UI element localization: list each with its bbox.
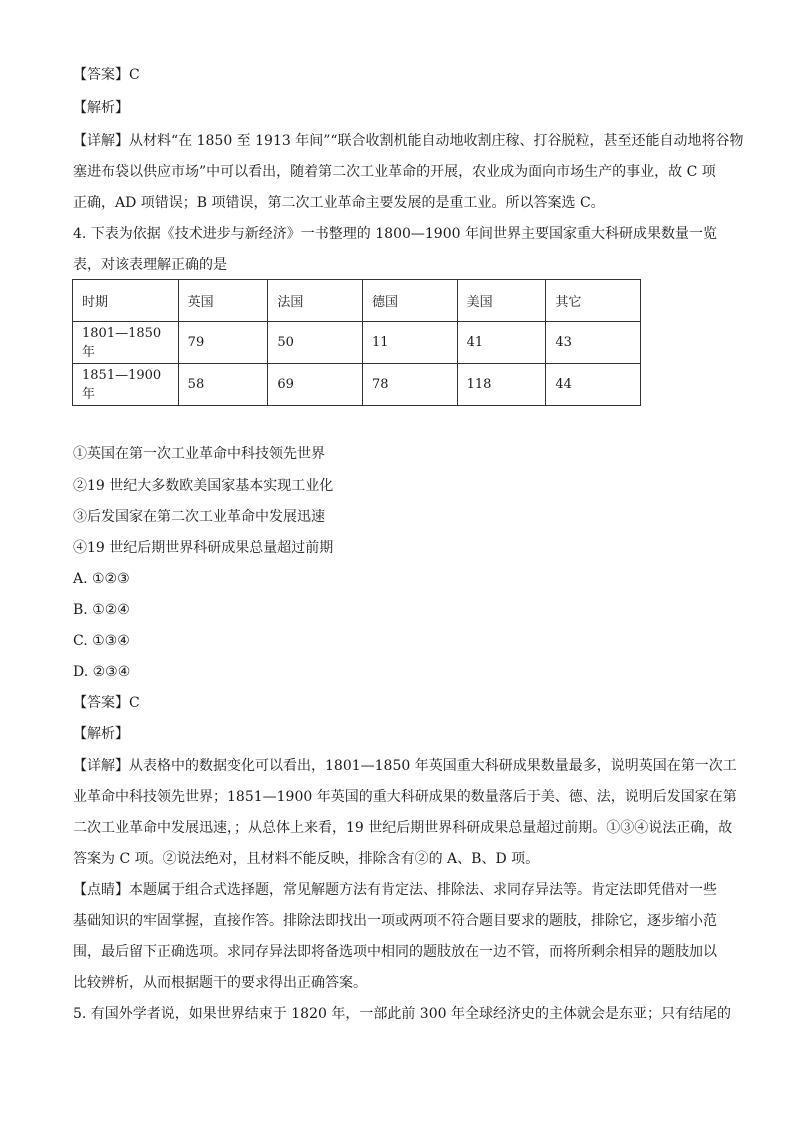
q4-statement: ③后发国家在第二次工业革命中发展迅速	[73, 509, 325, 525]
q3-detail-line: 塞进布袋以供应市场”中可以看出，随着第二次工业革命的开展，农业成为面向市场生产的事业，故 C 项	[73, 164, 716, 180]
q4-option-d: D. ②③④	[73, 664, 131, 680]
table-cell: 79	[178, 322, 268, 364]
q4-statement: ④19 世纪后期世界科研成果总量超过前期	[73, 540, 334, 556]
table-cell: 43	[546, 322, 641, 364]
q4-option-a: A. ①②③	[73, 571, 130, 587]
q3-detail-line: 正确，AD 项错误；B 项错误，第二次工业革命主要发展的是重工业。所以答案选 C。	[73, 195, 605, 211]
q4-tip-line: 比较辨析，从而根据题干的要求得出正确答案。	[73, 975, 367, 991]
q4-detail-line: 二次工业革命中发展迅速，；从总体上来看，19 世纪后期世界科研成果总量超过前期。①③④说法正确，故	[73, 820, 733, 836]
table-cell: 44	[546, 364, 641, 406]
table-cell: 50	[268, 322, 363, 364]
q3-analysis-label: 【解析】	[73, 100, 129, 116]
table-header-cell: 法国	[268, 280, 363, 322]
table-cell: 1851—1900 年	[73, 364, 179, 406]
q4-detail-line: 业革命中科技领先世界；1851—1900 年英国的重大科研成果的数量落后于美、德、法，说明后发国家在第	[73, 789, 737, 805]
table-cell: 11	[362, 322, 457, 364]
table-cell: 41	[457, 322, 546, 364]
table-header-cell: 英国	[178, 280, 268, 322]
q5-stem-line: 5. 有国外学者说，如果世界结束于 1820 年，一部此前 300 年全球经济史的主体就会是东亚；只有结尾的	[73, 1006, 731, 1022]
research-output-table	[72, 279, 641, 406]
table-cell: 58	[178, 364, 268, 406]
q4-option-c: C. ①③④	[73, 633, 130, 649]
q4-stem-line: 表，对该表理解正确的是	[73, 257, 227, 273]
q4-statement: ①英国在第一次工业革命中科技领先世界	[73, 446, 325, 462]
table-cell: 1801—1850 年	[73, 322, 179, 364]
q4-analysis-label: 【解析】	[73, 726, 129, 742]
table-header-cell: 时期	[73, 280, 179, 322]
table-row	[73, 322, 641, 364]
table-header-row	[73, 280, 641, 322]
table-header-cell: 其它	[546, 280, 641, 322]
q4-tip-line: 【点睛】本题属于组合式选择题，常见解题方法有肯定法、排除法、求同存异法等。肯定法即凭借对一些	[73, 882, 717, 898]
q4-statement: ②19 世纪大多数欧美国家基本实现工业化	[73, 478, 334, 494]
q4-answer: 【答案】C	[73, 695, 140, 711]
q4-option-b: B. ①②④	[73, 602, 130, 618]
table-cell: 118	[457, 364, 546, 406]
table-header-cell: 美国	[457, 280, 546, 322]
q4-detail-line: 【详解】从表格中的数据变化可以看出，1801—1850 年英国重大科研成果数量最多，说明英国在第一次工	[73, 758, 737, 774]
q4-stem-line: 4. 下表为依据《技术进步与新经济》一书整理的 1800—1900 年间世界主要国家重大科研成果数量一览	[73, 226, 717, 242]
q4-tip-line: 基础知识的牢固掌握，直接作答。排除法即找出一项或两项不符合题目要求的题肢，排除它，逐步缩小范	[73, 913, 717, 929]
table-cell: 78	[362, 364, 457, 406]
table-row	[73, 364, 641, 406]
q3-detail-line: 【详解】从材料“在 1850 至 1913 年间”“联合收割机能自动地收割庄稼、打谷脱粒，甚至还能自动地将谷物	[73, 133, 744, 149]
q4-detail-line: 答案为 C 项。②说法绝对，且材料不能反映，排除含有②的 A、B、D 项。	[73, 851, 540, 867]
q3-answer: 【答案】C	[73, 67, 140, 83]
table-header-cell: 德国	[362, 280, 457, 322]
q4-tip-line: 围，最后留下正确选项。求同存异法即将备选项中相同的题肢放在一边不管，而将所剩余相异的题肢加以	[73, 944, 717, 960]
table-cell: 69	[268, 364, 363, 406]
